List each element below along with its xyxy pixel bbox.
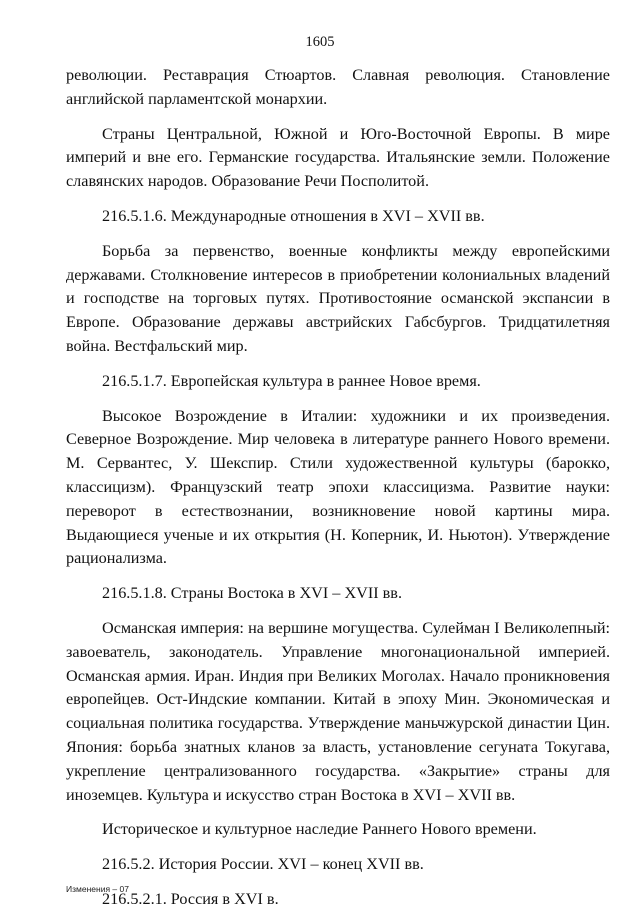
document-body xyxy=(66,64,610,923)
section-heading-216-5-1-7: 216.5.1.7. Европейская культура в раннее Новое время. xyxy=(102,371,481,390)
paragraph-european-culture: Высокое Возрождение в Италии: художники и их произведения. Северное Возрождение. Мир человека в литературе раннего Нового времени. М. Сервантес, У. Шекспир. Стили художественной культуры (барокко, классицизм). Французский театр эпохи классицизма. Развитие науки: переворот в естествознании, возникновение новой картины мира. Выдающиеся ученые и их открытия (Н. Коперник, И. Ньютон). Утверждение рационализма. xyxy=(66,406,610,568)
paragraph-heritage: Историческое и культурное наследие Раннего Нового времени. xyxy=(102,820,537,839)
paragraph-eastern-countries: Османская империя: на вершине могущества. Сулейман I Великолепный: завоеватель, законодатель. Управление многонациональной империей. Османская армия. Иран. Индия при Великих Моголах. Начало проникновения европейцев. Ост-Индские компании. Китай в эпоху Мин. Экономическая и социальная политика государства. Утверждение маньчжурской династии Цин. Япония: борьба знатных кланов за власть, установление сегуната Токугава, укрепление централизованного государства. «Закрытие» страны для иноземцев. Культура и искусство стран Востока в XVI – XVII вв. xyxy=(66,618,610,804)
section-heading-216-5-2: 216.5.2. История России. XVI – конец XVII вв. xyxy=(102,855,424,874)
footer-revision-note: Изменения – 07 xyxy=(66,884,129,894)
section-heading-216-5-1-6: 216.5.1.6. Международные отношения в XVI – XVII вв. xyxy=(102,206,485,225)
page-number: 1605 xyxy=(305,34,335,50)
section-heading-216-5-2-1: 216.5.2.1. Россия в XVI в. xyxy=(102,889,279,908)
section-heading-216-5-1-8: 216.5.1.8. Страны Востока в XVI – XVII вв. xyxy=(102,584,402,603)
paragraph-continuation: революции. Реставрация Стюартов. Славная революция. Становление английской парламентской монархии. xyxy=(66,66,610,108)
paragraph-international-relations: Борьба за первенство, военные конфликты между европейскими державами. Столкновение интересов в приобретении колониальных владений и господстве на торговых путях. Противостояние османской экспансии в Европе. Образование державы австрийских Габсбургов. Тридцатилетняя война. Вестфальский мир. xyxy=(66,241,610,355)
paragraph-central-europe: Страны Центральной, Южной и Юго-Восточной Европы. В мире империй и вне его. Германские государства. Итальянские земли. Положение славянских народов. Образование Речи Посполитой. xyxy=(66,124,610,191)
